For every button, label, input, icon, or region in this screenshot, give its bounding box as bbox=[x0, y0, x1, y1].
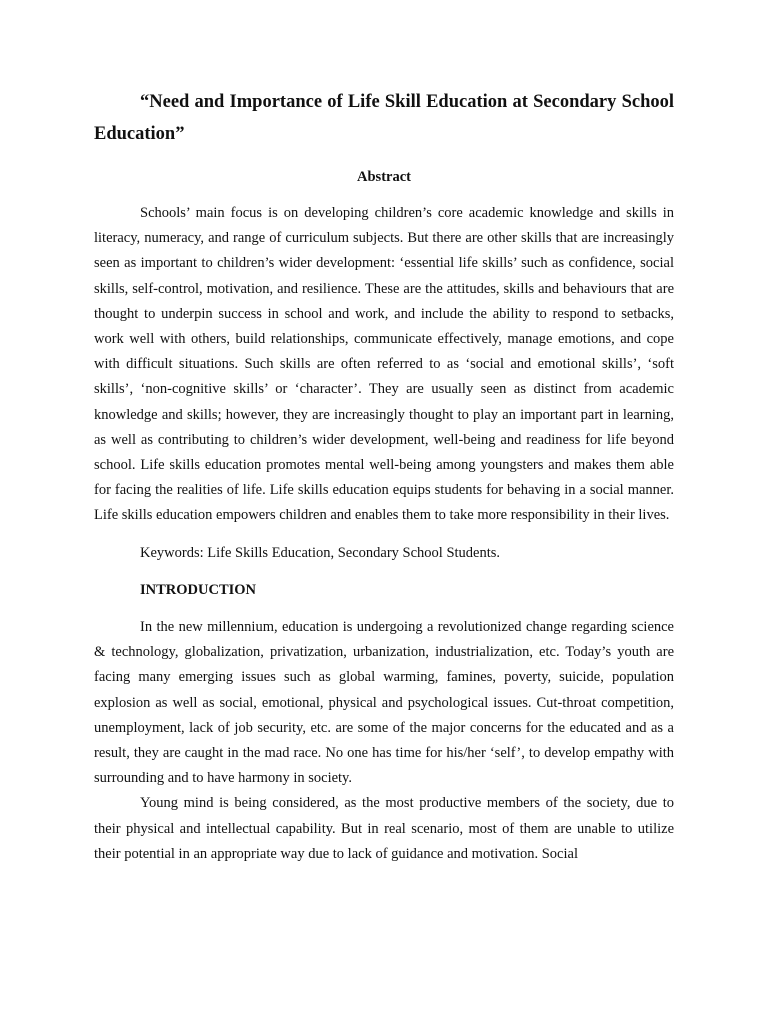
introduction-paragraph-2: Young mind is being considered, as the most productive members of the society, due to their physical and intellectual capability. But in real scenario, most of them are unable to utilize their potential in an appropriate way due to lack of guidance and motivation. Social bbox=[94, 795, 674, 862]
paper-title: “Need and Importance of Life Skill Education at Secondary School Education” bbox=[94, 92, 674, 144]
introduction-heading: INTRODUCTION bbox=[140, 581, 257, 598]
abstract-heading: Abstract bbox=[357, 169, 411, 185]
document-page bbox=[94, 86, 674, 867]
abstract-text: Schools’ main focus is on developing children’s core academic knowledge and skills in literacy, numeracy, and range of curriculum subjects. But there are other skills that are increasingly seen as important to children’s wider development: ‘essential life skills’ such as confidence, social skills, self-control, motivation, and resilience. These are the attitudes, skills and behaviours that are thought to underpin success in school and work, and include the ability to respond to setbacks, work well with others, build relationships, communicate effectively, manage emotions, and cope with difficult situations. Such skills are often referred to as ‘social and emotional skills’, ‘soft skills’, ‘non-cognitive skills’ or ‘character’. They are usually seen as distinct from academic knowledge and skills; however, they are increasingly thought to play an important part in learning, as well as contributing to children’s wider development, well-being and readiness for life beyond school. Life skills education promotes mental well-being among youngsters and makes them able for facing the realities of life. Life skills education equips students for behaving in a social manner. Life skills education empowers children and enables them to take more responsibility in their lives. bbox=[94, 205, 674, 524]
introduction-paragraph-1: In the new millennium, education is undergoing a revolutionized change regarding science & technology, globalization, privatization, urbanization, industrialization, etc. Today’s youth are facing many emerging issues such as global warming, famines, poverty, suicide, population explosion as well as social, emotional, physical and psychological issues. Cut-throat competition, unemployment, lack of job security, etc. are some of the major concerns for the educated and as a result, they are caught in the mad race. No one has time for his/her ‘self’, to develop empathy with surrounding and to have harmony in society. bbox=[94, 619, 674, 787]
keywords: Keywords: Life Skills Education, Secondary School Students. bbox=[140, 544, 501, 561]
